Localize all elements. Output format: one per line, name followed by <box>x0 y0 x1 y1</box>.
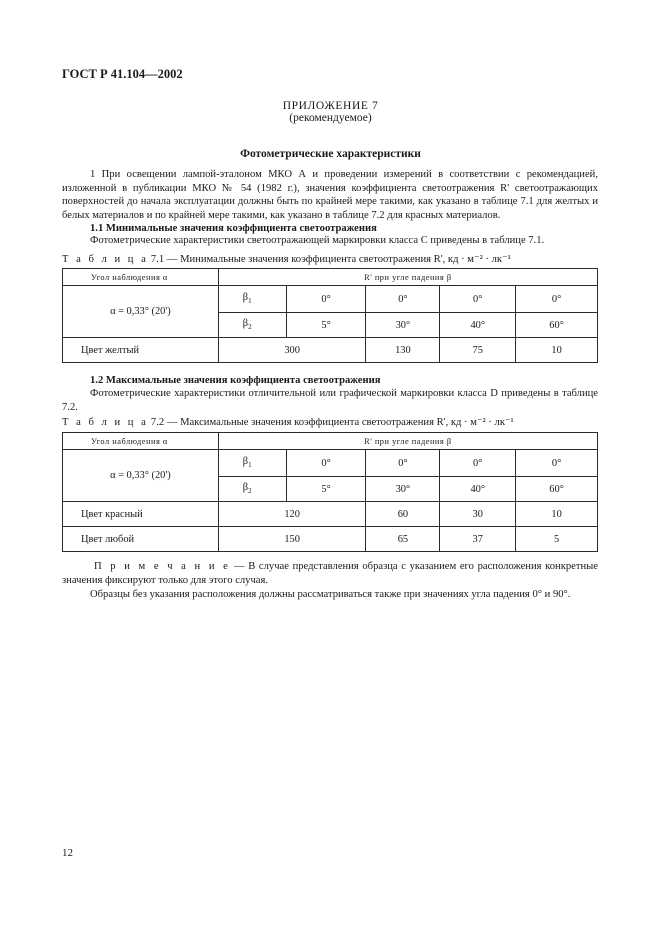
table-7-1-header-r: R' при угле падения β <box>218 269 597 286</box>
intro-paragraph <box>62 168 598 222</box>
table-cell: 300 <box>218 338 366 363</box>
table-7-2-beta1-row <box>63 450 598 477</box>
beta-index: 1 <box>248 461 252 470</box>
beta-symbol: β <box>242 292 249 304</box>
table-cell: 5° <box>286 313 366 338</box>
table-7-2 <box>62 432 598 552</box>
note-extra-text: Образцы без указания расположения должны рассматриваться также при значениях угла падения 0° и 90°. <box>90 589 571 600</box>
table-7-1-header-angle: Угол наблюдения α <box>63 269 219 286</box>
table-cell: 30° <box>366 313 440 338</box>
document-code: ГОСТ Р 41.104—2002 <box>62 67 183 81</box>
table-row-label: Цвет любой <box>63 527 219 552</box>
section-title: Фотометрические характеристики <box>240 148 421 160</box>
appendix-heading <box>0 100 661 124</box>
subsection-1-1-text: Фотометрические характеристики светоотражающей маркировки класса С приведены в таблице 7.1. <box>90 235 545 246</box>
table-cell: 75 <box>440 338 516 363</box>
appendix-title: ПРИЛОЖЕНИЕ 7 <box>282 100 379 112</box>
table-7-2-beta2-label <box>218 477 286 502</box>
table-cell: 65 <box>366 527 440 552</box>
note-paragraph <box>62 560 598 587</box>
table-7-2-header-r: R' при угле падения β <box>218 433 597 450</box>
subsection-1-2-heading: 1.2 Максимальные значения коэффициента светоотражения <box>90 375 381 386</box>
table-cell: 40° <box>440 477 516 502</box>
beta-index: 1 <box>248 297 252 306</box>
table-row-label: Цвет желтый <box>63 338 219 363</box>
table-cell: 150 <box>218 527 366 552</box>
table-cell: 0° <box>516 286 598 313</box>
beta-symbol: β <box>242 482 249 494</box>
table-7-1-beta1-label <box>218 286 286 313</box>
table-cell: 5° <box>286 477 366 502</box>
table-cell: 5 <box>516 527 598 552</box>
table-7-1-caption <box>62 253 511 265</box>
beta-index: 2 <box>248 323 252 332</box>
subsection-1-1-heading: 1.1 Минимальные значения коэффициента светоотражения <box>90 223 377 234</box>
table-7-2-caption-prefix: Т а б л и ц а <box>62 417 149 428</box>
table-cell: 60 <box>366 502 440 527</box>
note-extra-paragraph <box>62 588 598 602</box>
table-row <box>63 338 598 363</box>
appendix-subtitle: (рекомендуемое) <box>289 112 372 124</box>
beta-symbol: β <box>242 456 249 468</box>
table-row-label: Цвет красный <box>63 502 219 527</box>
note-text: — В случае представления образца с указанием его расположения конкретные значения фиксируют только для этого случая. <box>62 561 598 586</box>
table-cell: 0° <box>286 286 366 313</box>
table-cell: 10 <box>516 338 598 363</box>
table-cell: 0° <box>366 450 440 477</box>
table-7-1 <box>62 268 598 363</box>
table-7-1-beta2-label <box>218 313 286 338</box>
table-cell: 0° <box>440 450 516 477</box>
table-cell: 37 <box>440 527 516 552</box>
intro-paragraph-text: 1 При освещении лампой-эталоном МКО А и проведении измерений в соответствии с рекомендацией, изложенной в публикации МКО № 54 (1982 г.), значения коэффициента светоотражения R' светоотражающих поверхностей до начала эксплуатации должны быть по крайней мере такими, как указано в таблице 7.1 для желтых и белых материалов и по крайней мере такими, как указано в таблице 7.2 для красных материалов. <box>62 169 598 221</box>
table-7-2-header-angle: Угол наблюдения α <box>63 433 219 450</box>
beta-index: 2 <box>248 487 252 496</box>
table-7-1-alpha-cell: α = 0,33° (20') <box>63 286 219 338</box>
table-7-1-beta1-row <box>63 286 598 313</box>
table-cell: 0° <box>516 450 598 477</box>
table-7-1-header-row <box>63 269 598 286</box>
table-7-1-caption-prefix: Т а б л и ц а <box>62 254 149 265</box>
beta-symbol: β <box>242 318 249 330</box>
table-cell: 120 <box>218 502 366 527</box>
table-cell: 30° <box>366 477 440 502</box>
table-7-2-header-row <box>63 433 598 450</box>
table-7-2-caption <box>62 416 514 428</box>
table-cell: 40° <box>440 313 516 338</box>
table-row <box>63 527 598 552</box>
table-7-1-caption-text: 7.1 — Минимальные значения коэффициента светоотражения R', кд · м⁻² · лк⁻¹ <box>148 254 511 265</box>
table-cell: 0° <box>440 286 516 313</box>
table-7-2-beta1-label <box>218 450 286 477</box>
table-cell: 10 <box>516 502 598 527</box>
table-cell: 60° <box>516 313 598 338</box>
note-prefix: П р и м е ч а н и е <box>94 561 231 572</box>
table-row <box>63 502 598 527</box>
page-number: 12 <box>62 847 73 859</box>
subsection-1-2-text: Фотометрические характеристики отличительной или графической маркировки класса D приведены в таблице 7.2. <box>62 388 598 413</box>
table-cell: 60° <box>516 477 598 502</box>
subsection-1-2-paragraph <box>62 387 598 414</box>
table-cell: 0° <box>366 286 440 313</box>
table-cell: 130 <box>366 338 440 363</box>
table-cell: 30 <box>440 502 516 527</box>
table-7-2-caption-text: 7.2 — Максимальные значения коэффициента светоотражения R', кд · м⁻² · лк⁻¹ <box>148 417 514 428</box>
table-cell: 0° <box>286 450 366 477</box>
table-7-2-alpha-cell: α = 0,33° (20') <box>63 450 219 502</box>
